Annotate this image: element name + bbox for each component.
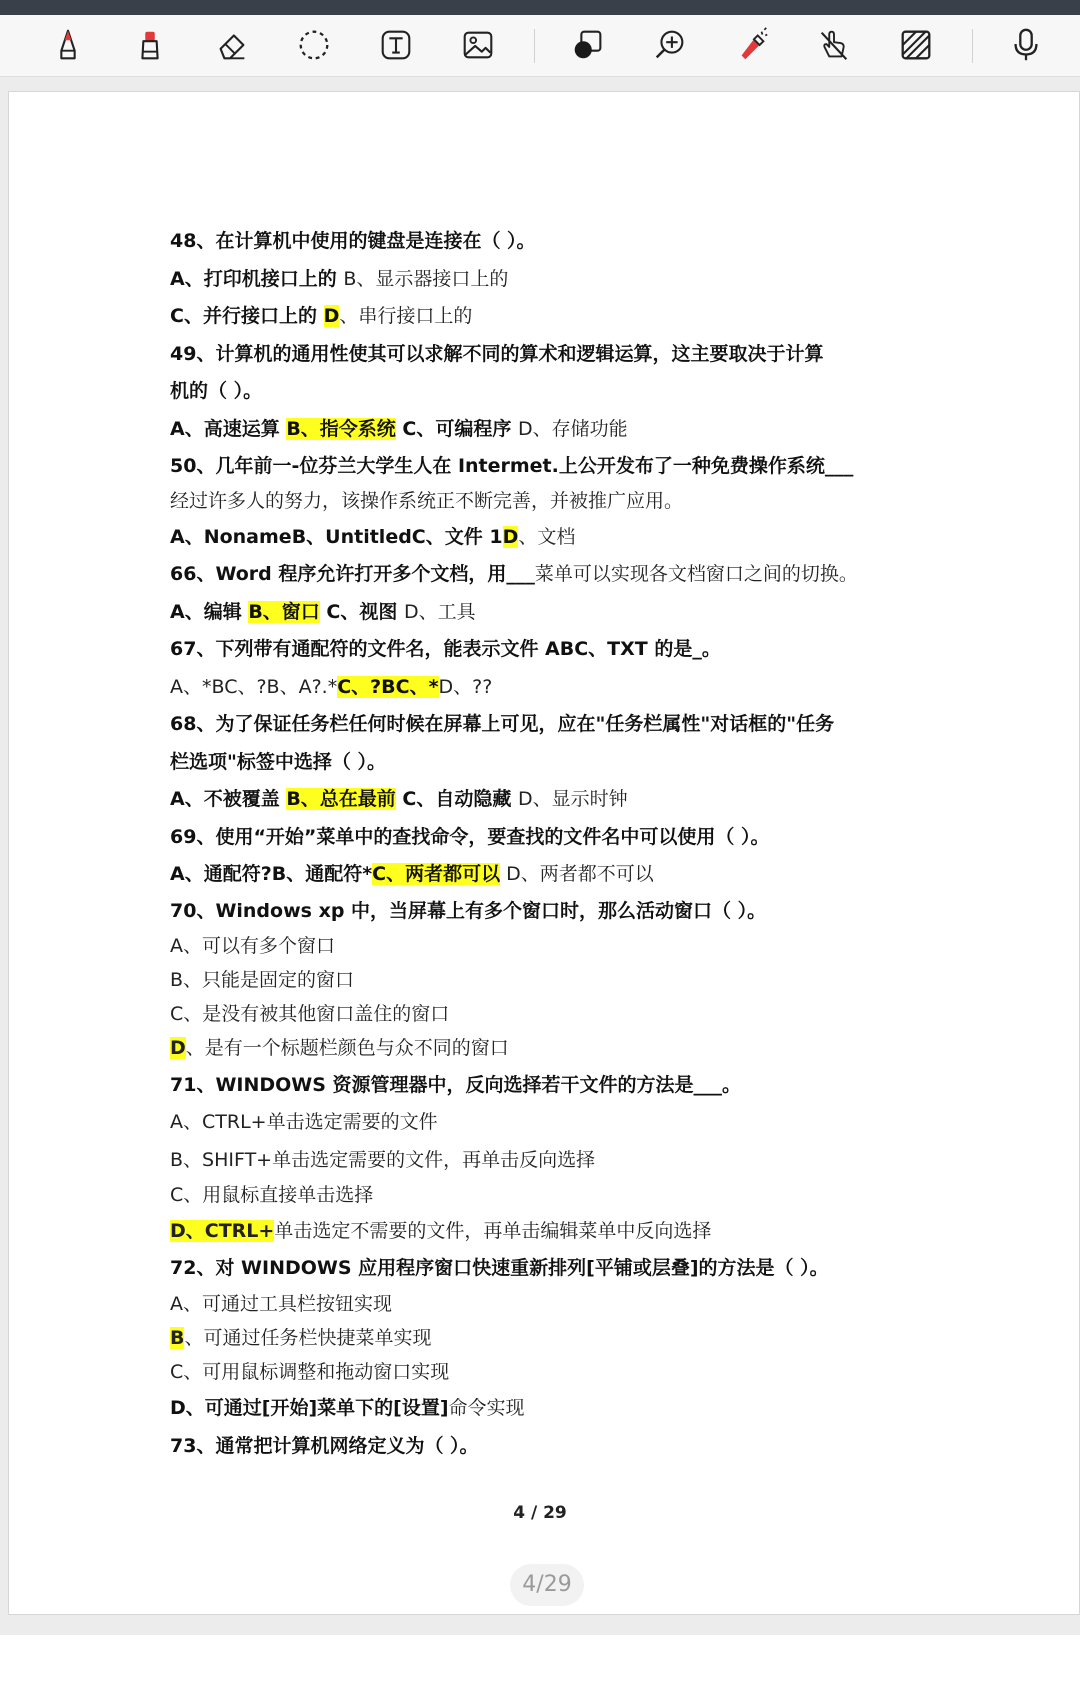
option-72-a: A、可通过工具栏按钮实现 [170,1293,392,1315]
option-text: B、显示器接口上的 [343,268,509,290]
option-text: A、高速运算 [170,418,287,440]
option-text: C、自动隐藏 [395,788,518,810]
question-50-cont: 经过许多人的努力，该操作系统正不断完善，并被推广应用。 [170,490,684,512]
question-text: 菜单可以实现各文档窗口之间的切换。 [534,563,858,585]
highlighted-answer: B、指令系统 [286,418,396,440]
question-68: 68、为了保证任务栏任何时候在屏幕上可见，应在"任务栏属性"对话框的"任务 [170,713,835,735]
highlighted-answer: D、CTRL+ [170,1220,275,1242]
question-48: 48、在计算机中使用的键盘是连接在（ ）。 [170,230,536,252]
options-49 [170,415,628,443]
options-48-ab [170,265,508,293]
option-text: D、存储功能 [518,418,628,440]
option-text: C、可编程序 [395,418,518,440]
highlighted-answer: B、总在最前 [286,788,396,810]
highlighted-answer: D [323,305,340,327]
option-text: 、是有一个标题栏颜色与众不同的窗口 [185,1037,509,1059]
question-66 [170,560,858,588]
option-text: D、两者都不可以 [500,863,654,885]
option-71-a: A、CTRL+单击选定需要的文件 [170,1111,438,1133]
question-69: 69、使用“开始”菜单中的查找命令，要查找的文件名中可以使用（ ）。 [170,826,770,848]
option-text: A、不被覆盖 [170,788,287,810]
options-48-cd [170,302,472,330]
option-72-d [170,1394,525,1422]
option-text: A、通配符?B、通配符* [170,863,373,885]
question-70: 70、Windows xp 中，当屏幕上有多个窗口时，那么活动窗口（ ）。 [170,900,767,922]
option-text: 命令实现 [448,1397,525,1419]
option-70-b: B、只能是固定的窗口 [170,969,355,991]
option-72-b [170,1324,432,1352]
option-text: 、串行接口上的 [339,305,473,327]
option-71-d [170,1217,711,1245]
option-text: C、并行接口上的 [170,305,324,327]
option-70-d [170,1034,509,1062]
question-73: 73、通常把计算机网络定义为（ ）。 [170,1435,479,1457]
highlighted-answer: C、?BC、* [337,676,439,698]
question-68-cont: 栏选项"标签中选择（ ）。 [170,751,387,773]
highlighted-answer: D [170,1037,186,1059]
option-71-c: C、用鼠标直接单击选择 [170,1184,374,1206]
question-71: 71、WINDOWS 资源管理器中，反向选择若干文件的方法是___。 [170,1074,742,1096]
option-text: 、文档 [518,526,576,548]
option-text: D、?? [438,676,493,698]
question-72: 72、对 WINDOWS 应用程序窗口快速重新排列[平铺或层叠]的方法是（ ）。 [170,1257,829,1279]
option-72-c: C、可用鼠标调整和拖动窗口实现 [170,1361,450,1383]
question-49-cont: 机的（ ）。 [170,380,263,402]
option-text: A、编辑 [170,601,249,623]
options-68 [170,785,628,813]
question-67: 67、下列带有通配符的文件名，能表示文件 ABC、TXT 的是_。 [170,638,721,660]
page-indicator[interactable]: 4/29 [510,1564,584,1606]
question-text: 66、Word 程序允许打开多个文档，用___ [170,563,535,585]
option-text: 单击选定不需要的文件，再单击编辑菜单中反向选择 [274,1220,712,1242]
option-text: D、可通过[开始]菜单下的[设置] [170,1397,449,1419]
option-text: D、工具 [404,601,476,623]
option-text: D、显示时钟 [518,788,628,810]
question-49: 49、计算机的通用性使其可以求解不同的算术和逻辑运算，这主要取决于计算 [170,343,824,365]
options-67 [170,673,492,701]
option-text: A、打印机接口上的 [170,268,344,290]
options-50 [170,523,575,551]
highlighted-answer: D [502,526,519,548]
option-70-c: C、是没有被其他窗口盖住的窗口 [170,1003,450,1025]
option-text: A、NonameB、UntitledC、文件 1 [170,526,503,548]
option-70-a: A、可以有多个窗口 [170,935,335,957]
highlighted-answer: C、两者都可以 [372,863,501,885]
options-66 [170,598,476,626]
next-page-edge [0,1635,1080,1683]
option-text: A、*BC、?B、A?.* [170,676,338,698]
highlighted-answer: B、窗口 [248,601,320,623]
question-50: 50、几年前一-位芬兰大学生人在 Intermet.上公开发布了一种免费操作系统___ [170,455,854,477]
option-text: C、视图 [319,601,404,623]
option-71-b: B、SHIFT+单击选定需要的文件，再单击反向选择 [170,1149,596,1171]
option-text: 、可通过任务栏快捷菜单实现 [184,1327,432,1349]
highlighted-answer: B [170,1327,185,1349]
page-footer-number: 4 / 29 [513,1503,567,1523]
options-69 [170,860,654,888]
